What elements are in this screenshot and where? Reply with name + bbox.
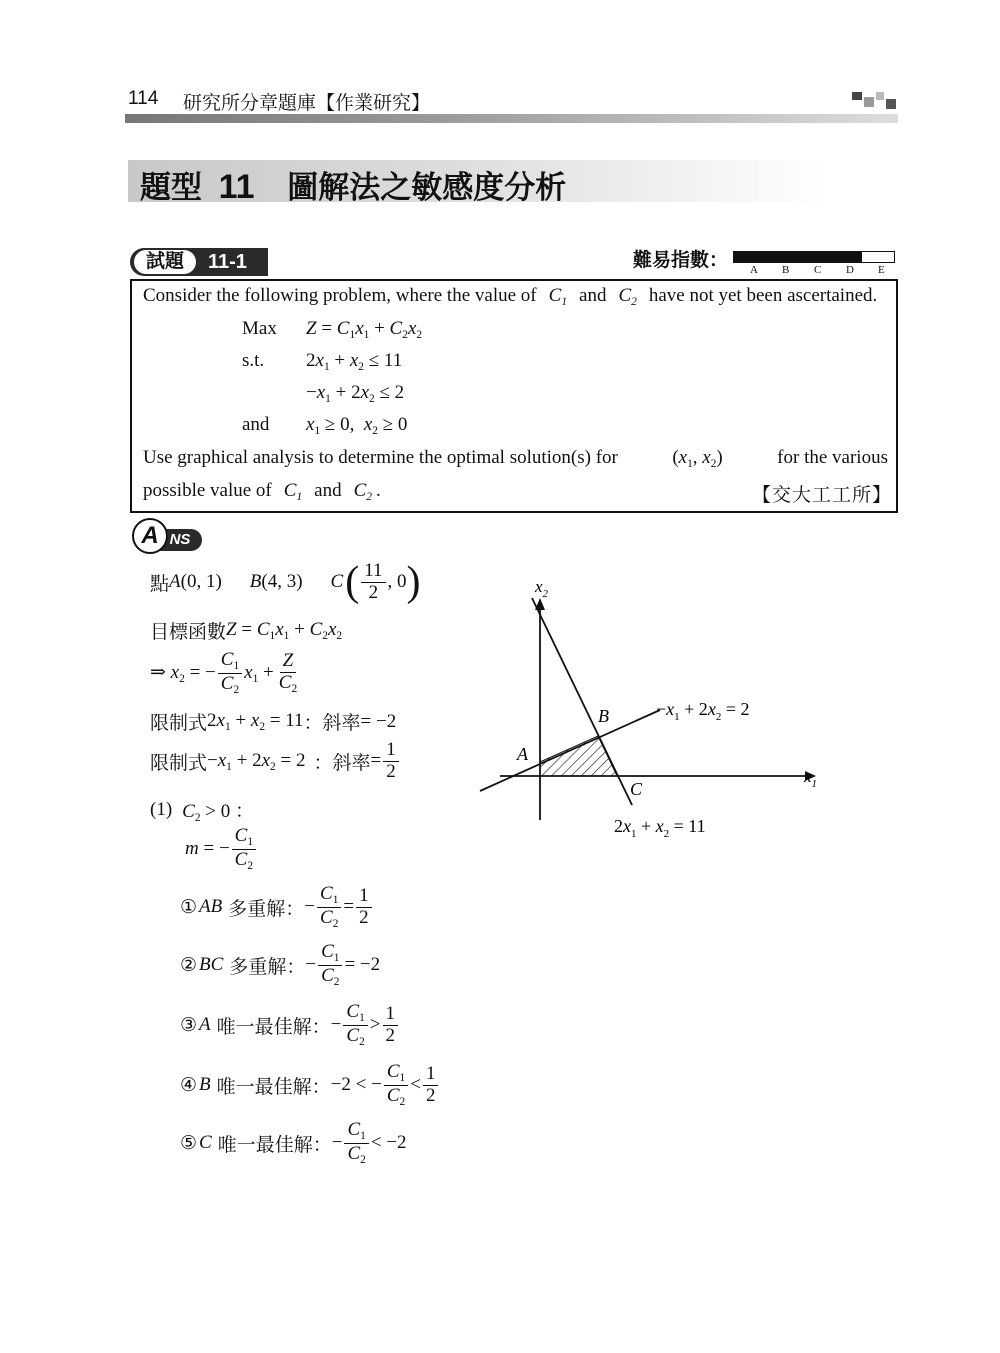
nonnegativity: and $x_1 \ge 0$, $x_2 \ge 0$ xyxy=(242,414,408,437)
difficulty-scale-letter: B xyxy=(782,264,790,276)
header-decoration-icon xyxy=(852,92,898,112)
objective-line: Max $Z = C_1x_1 + C_2x_2$ xyxy=(242,318,423,341)
section-number: 11 xyxy=(218,168,255,206)
page-number: 114 xyxy=(128,88,159,109)
and-label: and xyxy=(242,414,270,436)
constraint-slope-2: 限制式 $-x_1 + 2x_2 = 2$ ：斜率 = $\frac{1}{2}$ xyxy=(150,740,401,783)
case-item-b: ④ B 唯一最佳解： −2 < − $\frac{C_1}{C_2}$ < $\frac{1}{2}$ xyxy=(180,1062,440,1108)
difficulty-bar xyxy=(733,251,895,263)
difficulty-scale-letter: A xyxy=(750,264,758,276)
question-possible: possible value of $C_1$ and $C_2$ . xyxy=(143,480,381,503)
header-rule xyxy=(125,114,898,123)
book-title: 研究所分章題庫【作業研究】 xyxy=(183,93,431,114)
difficulty-label: 難易指數： xyxy=(633,250,729,271)
points-line: 點 A(0, 1) B(4, 3) C ( $\frac{11}{2}$ , 0 ) xyxy=(150,559,421,605)
question-badge-number: 11-1 xyxy=(208,251,247,273)
question-source: 【交大工工所】 xyxy=(752,485,893,506)
case-item-ab: ① AB 多重解： − $\frac{C_1}{C_2}$ = $\frac{1}{2}$ xyxy=(180,884,374,930)
case-item-bc: ② BC 多重解： − $\frac{C_1}{C_2}$ = −2 xyxy=(180,941,381,988)
question-box xyxy=(130,279,898,513)
point-label-c: C xyxy=(630,779,643,799)
question-intro: Consider the following problem, where the value of $C_1$ and $C_2$ have not yet been ascertained. xyxy=(143,285,878,308)
objective-label: 目標函數 xyxy=(150,622,227,643)
answer-badge-label: NS xyxy=(152,529,202,551)
line-label-2: $2x_1 + x_2 = 11$ xyxy=(614,816,706,840)
slope-definition: m = − $\frac{C_1}{C_2}$ xyxy=(185,826,258,872)
feasible-region xyxy=(540,736,617,776)
difficulty-scale-letter: C xyxy=(814,264,822,276)
question-badge-label: 試題 xyxy=(134,250,196,274)
constraint-2: $-x_1 + 2x_2 \le 2$ xyxy=(306,382,405,405)
answer-badge-circle-icon: A xyxy=(132,518,168,554)
rearranged-objective: ⇒ $x_2$ = − $\frac{C_1}{C_2}$ $x_1$ + $\frac{Z}{C_2}$ xyxy=(150,649,298,696)
feasible-region-graph xyxy=(460,570,840,850)
case-item-a: ③ A 唯一最佳解： − $\frac{C_1}{C_2}$ > $\frac{1}{2}$ xyxy=(180,1002,400,1048)
difficulty-scale-letter: D xyxy=(846,264,854,276)
difficulty-scale-letter: E xyxy=(878,264,885,276)
question-badge xyxy=(130,248,268,276)
line-label-1: $-x_1 + 2x_2 = 2$ xyxy=(656,699,750,723)
points-label: 點 xyxy=(150,573,170,595)
case-item-c: ⑤ C 唯一最佳解： − $\frac{C_1}{C_2}$ < −2 xyxy=(180,1119,407,1166)
point-label-b: B xyxy=(598,706,609,726)
difficulty-bar-fill xyxy=(734,252,862,262)
section-prefix: 題型 xyxy=(140,170,202,205)
question-use: Use graphical analysis to determine the optimal solution(s) for ($x_1$, $x_2$) for the various xyxy=(143,447,888,470)
st-label: s.t. xyxy=(242,350,265,372)
section-title-text: 圖解法之敏感度分析 xyxy=(287,170,567,205)
case-1-heading: (1) $C_2 > 0$ ： xyxy=(150,798,255,824)
objective-function: 目標函數 $Z = C_1x_1 + C_2x_2$ xyxy=(150,619,343,643)
axis-label-x2: $x_2$ xyxy=(535,577,549,600)
section-title xyxy=(140,162,566,207)
max-label: Max xyxy=(242,318,277,340)
point-label-a: A xyxy=(517,744,528,764)
constraint-slope-1: 限制式 $2x_1 + x_2 = 11$ ：斜率 = −2 xyxy=(150,710,397,734)
constraint-1: s.t. $2x_1 + x_2 \le 11$ xyxy=(242,350,403,373)
axis-label-x1: $x_1$ xyxy=(804,767,818,790)
answer-badge xyxy=(132,518,204,554)
